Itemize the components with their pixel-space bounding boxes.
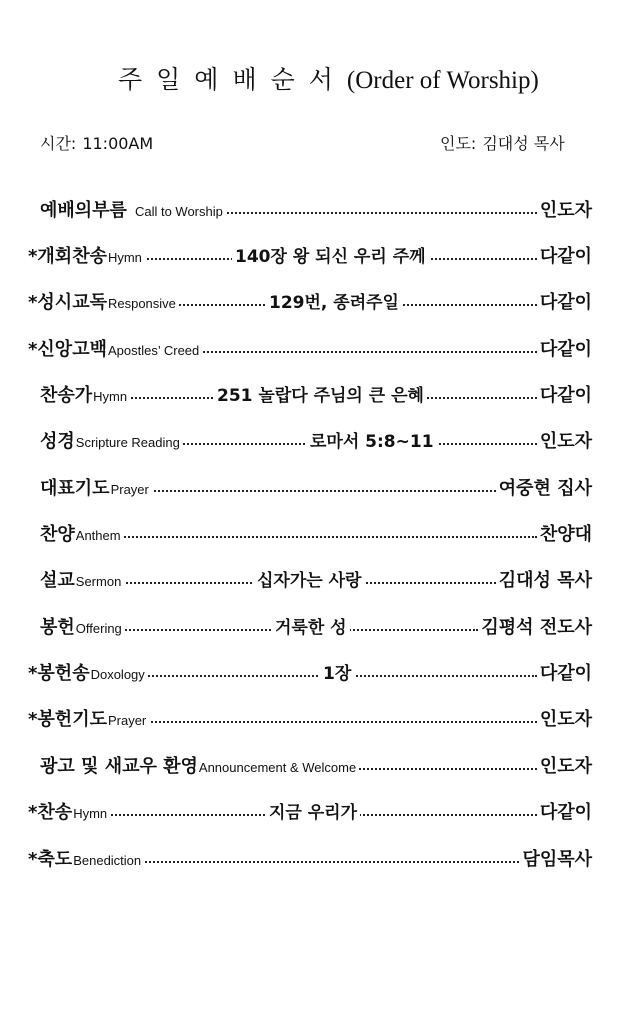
- order-item-detail: 지금 우리가: [266, 798, 360, 823]
- order-item-english: Benediction: [73, 853, 142, 868]
- order-item-english: Announcement & Welcome: [198, 760, 357, 775]
- order-item-korean: 찬송가: [40, 385, 93, 406]
- dot-leader: [141, 861, 519, 863]
- order-item-english: Anthem: [75, 528, 121, 543]
- order-item-korean: *성시교독: [28, 292, 107, 313]
- order-item: [0, 520, 639, 550]
- order-item-korean: *축도: [28, 849, 73, 870]
- order-item-english: Responsive: [107, 296, 176, 311]
- order-item-english: Prayer: [110, 482, 149, 497]
- order-item-english: Scripture Reading: [75, 435, 180, 450]
- order-item: [0, 474, 639, 504]
- order-item-korean: 찬양: [40, 524, 75, 545]
- order-item-label: [28, 659, 147, 685]
- order-item-korean: 설교: [40, 570, 75, 591]
- order-item-english: Hymn: [107, 250, 142, 265]
- order-item-korean: *개회찬송: [28, 246, 107, 267]
- order-item-leader: 찬양대: [539, 520, 592, 546]
- order-item-label: [40, 427, 182, 453]
- order-item-label: [40, 613, 124, 639]
- order-item-korean: *봉헌기도: [28, 709, 107, 730]
- order-item: [0, 659, 639, 689]
- order-item-leader: 인도자: [539, 427, 592, 453]
- order-item-label: [28, 288, 178, 314]
- order-item-leader: 다같이: [539, 288, 592, 314]
- order-item-leader: 다같이: [539, 659, 592, 685]
- page-title: [118, 60, 539, 96]
- time-value: 11:00AM: [82, 134, 154, 153]
- time-label: 시간:: [40, 134, 77, 153]
- order-item-detail: 로마서 5:8~11: [307, 427, 437, 452]
- order-item: [0, 242, 639, 272]
- order-item-korean: 대표기도: [40, 478, 110, 499]
- dot-leader: [223, 212, 537, 214]
- order-item-leader: 다같이: [539, 798, 592, 824]
- order-item-label: [40, 196, 225, 222]
- dot-leader: [146, 721, 537, 723]
- order-item-korean: 광고 및 새교우 환영: [40, 756, 198, 777]
- order-item-english: Hymn: [93, 389, 128, 404]
- order-item-korean: 봉헌: [40, 617, 75, 638]
- order-item-leader: 여중현 집사: [498, 474, 592, 500]
- dot-leader: [199, 351, 537, 353]
- order-item-label: [28, 845, 143, 871]
- dot-leader: [356, 768, 537, 770]
- leader-label: 인도:: [440, 134, 477, 153]
- title-english: (Order of Worship): [346, 67, 539, 94]
- order-item: [0, 288, 639, 318]
- order-item-english: Hymn: [73, 806, 108, 821]
- order-item-label: [40, 474, 151, 500]
- order-item: [0, 427, 639, 457]
- order-item-leader: 담임목사: [521, 845, 592, 871]
- order-item-label: [40, 520, 123, 546]
- service-leader: [440, 131, 565, 154]
- order-item-leader: 김대성 목사: [498, 566, 592, 592]
- order-item-english: Call to Worship: [134, 204, 223, 219]
- order-item-label: [28, 705, 148, 731]
- order-item-label: [28, 798, 109, 824]
- order-item: [0, 196, 639, 226]
- order-item-english: Sermon: [75, 574, 122, 589]
- order-item-leader: 인도자: [539, 196, 592, 222]
- order-item-leader: 다같이: [539, 335, 592, 361]
- order-item-label: [40, 752, 358, 778]
- order-item-korean: *찬송: [28, 802, 73, 823]
- order-item: [0, 381, 639, 411]
- order-item-leader: 김평석 전도사: [480, 613, 592, 639]
- order-item: [0, 798, 639, 828]
- order-item-english: Prayer: [107, 713, 147, 728]
- service-time: [40, 131, 153, 154]
- order-item-korean: *신앙고백: [28, 339, 107, 360]
- title-korean: 주일예배순서: [118, 65, 347, 94]
- order-item-leader: 다같이: [539, 381, 592, 407]
- order-item: [0, 752, 639, 782]
- order-item-korean: 예배의부름: [40, 200, 127, 221]
- order-item-detail: 251 놀랍다 주님의 큰 은혜: [214, 381, 427, 406]
- order-item-detail: 129번, 종려주일: [266, 288, 402, 313]
- order-item-label: [40, 381, 129, 407]
- order-item-english: Apostles’ Creed: [107, 343, 200, 358]
- dot-leader: [121, 536, 537, 538]
- order-item-english: Doxology: [90, 667, 145, 682]
- order-item-label: [28, 242, 144, 268]
- leader-value: 김대성 목사: [482, 134, 565, 153]
- order-item-korean: *봉헌송: [28, 663, 90, 684]
- order-item: [0, 335, 639, 365]
- order-item-detail: 십자가는 사랑: [254, 566, 364, 591]
- order-item-detail: 거룩한 성: [272, 613, 350, 638]
- order-item-leader: 인도자: [539, 705, 592, 731]
- order-item: [0, 705, 639, 735]
- order-item-detail: 1장: [320, 659, 354, 684]
- dot-leader: [149, 490, 496, 492]
- order-item: [0, 566, 639, 596]
- order-item: [0, 613, 639, 643]
- order-item-leader: 다같이: [539, 242, 592, 268]
- order-item-label: [28, 335, 201, 361]
- order-item-leader: 인도자: [539, 752, 592, 778]
- order-item-korean: 성경: [40, 431, 75, 452]
- order-item-english: Offering: [75, 621, 122, 636]
- order-item: [0, 845, 639, 875]
- order-item-detail: 140장 왕 되신 우리 주께: [232, 242, 429, 267]
- order-item-label: [40, 566, 123, 592]
